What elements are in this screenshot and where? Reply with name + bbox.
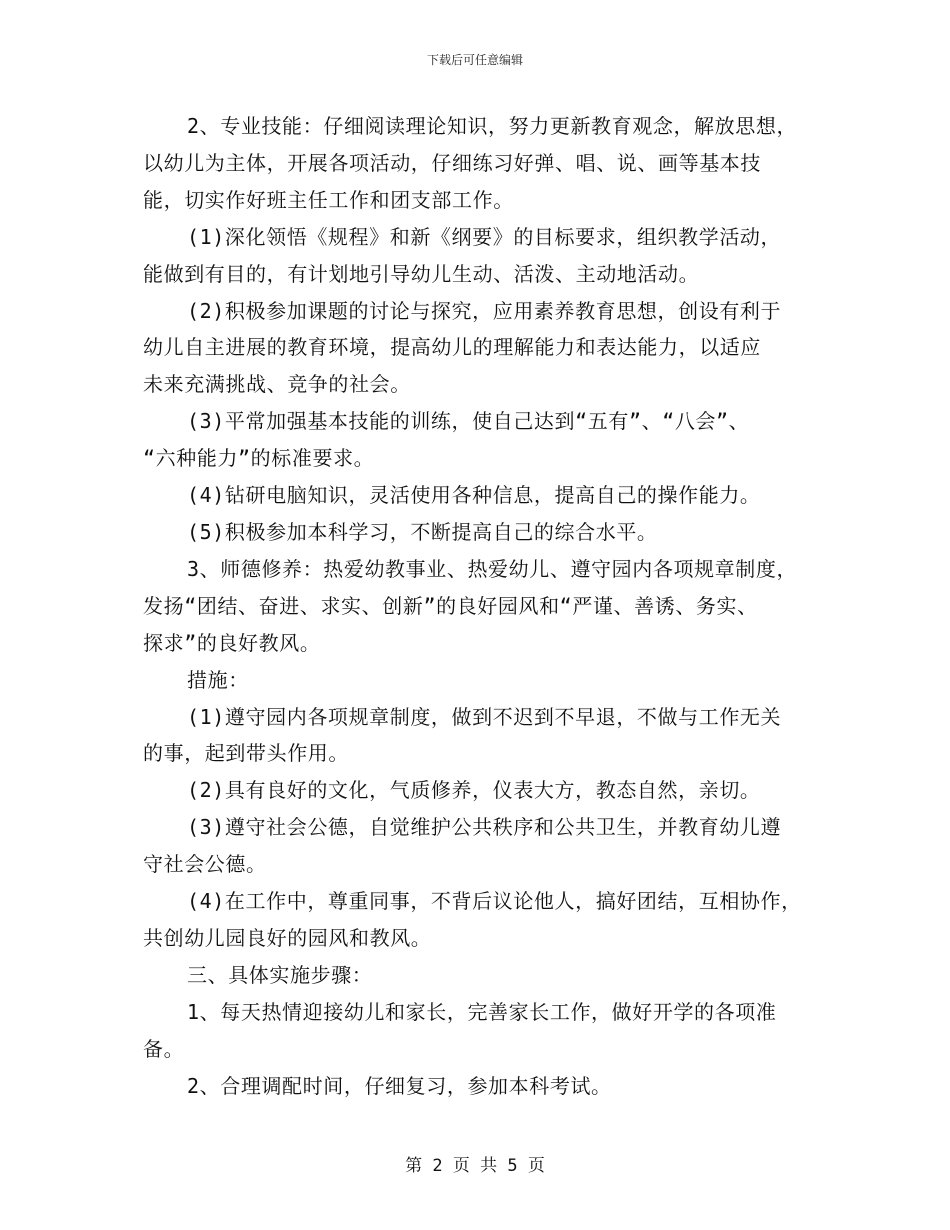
text-line: (1)深化领悟《规程》和新《纲要》的目标要求，组织教学活动， [187,224,782,249]
text-line: “六种能力”的标准要求。 [143,446,375,471]
document-body [143,108,823,1104]
text-line: 三、具体实施步骤： [187,962,373,987]
text-line: (1)遵守园内各项规章制度，做到不迟到不早退，不做与工作无关 [187,704,782,729]
page-header-note: 下载后可任意编辑 [426,53,523,67]
text-line: (2)具有良好的文化，气质修养，仪表大方，教态自然，亲切。 [187,778,761,803]
text-line: 措施： [187,667,249,692]
text-line: 备。 [143,1036,185,1061]
text-line: 探求”的良好教风。 [143,630,321,655]
text-line: 发扬“团结、奋进、求实、创新”的良好园风和“严谨、善诱、务实、 [143,593,758,618]
text-line: (3)平常加强基本技能的训练，使自己达到“五有”、“八会”、 [187,409,750,434]
text-line: 3、师德修养：热爱幼教事业、热爱幼儿、遵守园内各项规章制度， [187,556,798,581]
text-line: 2、合理调配时间，仔细复习，参加本科考试。 [187,1073,612,1098]
text-line: (5)积极参加本科学习，不断提高自己的综合水平。 [187,519,658,544]
text-line: 能，切实作好班主任工作和团支部工作。 [143,187,514,212]
text-line: (4)钻研电脑知识，灵活使用各种信息，提高自己的操作能力。 [187,483,761,508]
text-line: 的事，起到带头作用。 [143,741,349,766]
text-line: 以幼儿为主体，开展各项活动，仔细练习好弹、唱、说、画等基本技 [143,150,761,175]
text-line: 守社会公德。 [143,852,267,877]
text-line: 幼儿自主进展的教育环境，提高幼儿的理解能力和表达能力，以适应 [143,335,761,360]
page-number: 第 2 页 共 5 页 [405,1156,545,1176]
text-line: 2、专业技能：仔细阅读理论知识，努力更新教育观念，解放思想， [187,114,798,138]
text-line: (4)在工作中，尊重同事，不背后议论他人，搞好团结，互相协作， [187,889,802,914]
text-line: 能做到有目的，有计划地引导幼儿生动、活泼、主动地活动。 [143,261,700,286]
text-line: 1、每天热情迎接幼儿和家长，完善家长工作，做好开学的各项准 [187,999,777,1024]
text-line: 共创幼儿园良好的园风和教风。 [143,925,432,950]
text-line: (3)遵守社会公德，自觉维护公共秩序和公共卫生，并教育幼儿遵 [187,815,782,840]
text-line: 未来充满挑战、竞争的社会。 [143,372,411,397]
text-line: (2)积极参加课题的讨论与探究，应用素养教育思想，创设有利于 [187,298,782,323]
